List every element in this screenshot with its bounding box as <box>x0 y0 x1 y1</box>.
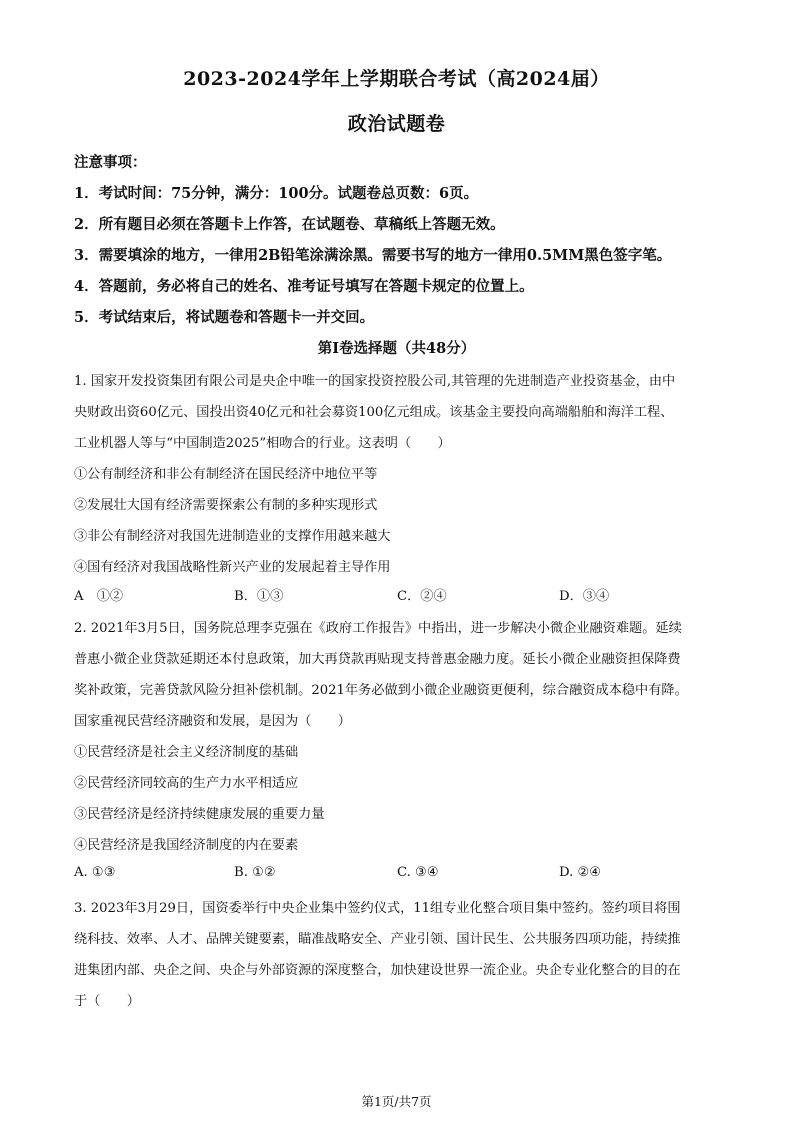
question-1-statement: ②发展壮大国有经济需要探索公有制的多种实现形式 <box>74 498 378 513</box>
question-2-options <box>74 865 724 883</box>
question-2-statement: ③民营经济是经济持续健康发展的重要力量 <box>74 807 325 822</box>
question-2-statement: ①民营经济是社会主义经济制度的基础 <box>74 745 299 760</box>
question-1-statement: ④国有经济对我国战略性新兴产业的发展起着主导作用 <box>74 560 391 575</box>
question-1-text: 1. 国家开发投资集团有限公司是央企中唯一的国家投资控股公司,其管理的先进制造产业投资基金，由中 <box>74 374 676 389</box>
question-1-statement: ①公有制经济和非公有制经济在国民经济中地位平等 <box>74 467 378 482</box>
question-3-text: 绕科技、效率、人才、品牌关键要素，瞄准战略安全、产业引领、国计民生、公共服务四项功能，持续推 <box>74 932 681 947</box>
question-2-text: 普惠小微企业贷款延期还本付息政策，加大再贷款再贴现支持普惠金融力度。延长小微企业融资担保降费 <box>74 652 681 667</box>
question-2-text: 国家重视民营经济融资和发展，是因为（ ） <box>74 714 351 729</box>
note-item: 1．考试时间：75分钟，满分：100分。试题卷总页数：6页。 <box>74 185 479 202</box>
option-d[interactable]: D．③④ <box>559 589 610 604</box>
exam-subtitle: 政治试题卷 <box>347 113 446 135</box>
note-item: 2．所有题目必须在答题卡上作答，在试题卷、草稿纸上答题无效。 <box>74 216 505 233</box>
question-3-text: 进集团内部、央企之间、央企与外部资源的深度整合，加快建设世界一流企业。央企专业化整合的目的在 <box>74 963 681 978</box>
page-footer: 第1页/共7页 <box>361 1094 432 1109</box>
note-item: 3．需要填涂的地方，一律用2B铅笔涂满涂黑。需要书写的地方一律用0.5MM黑色签字笔。 <box>74 247 672 264</box>
section-title: 第Ⅰ卷选择题（共48分） <box>317 340 476 357</box>
option-a[interactable]: A. ①③ <box>74 865 116 880</box>
notes-heading: 注意事项： <box>74 154 147 171</box>
option-b[interactable]: B．①③ <box>234 589 284 604</box>
question-2-statement: ②民营经济同较高的生产力水平相适应 <box>74 776 299 791</box>
question-1-text: 工业机器人等与“中国制造2025”相吻合的行业。这表明（ ） <box>74 436 451 451</box>
question-2-statement: ④民营经济是我国经济制度的内在要素 <box>74 838 299 853</box>
question-3-text: 3. 2023年3月29日，国资委举行中央企业集中签约仪式，11组专业化整合项目集中签约。签约项目将围 <box>74 901 681 916</box>
note-item: 5．考试结束后，将试题卷和答题卡一并交回。 <box>74 309 375 326</box>
option-d[interactable]: D. ②④ <box>559 865 602 880</box>
question-3-text: 于（ ） <box>74 994 140 1009</box>
question-2-text: 奖补政策，完善贷款风险分担补偿机制。2021年务必做到小微企业融资更便利，综合融资成本稳中有降。 <box>74 683 688 698</box>
option-a[interactable]: A ①② <box>74 589 124 604</box>
option-c[interactable]: C．②④ <box>397 589 447 604</box>
option-c[interactable]: C. ③④ <box>397 865 439 880</box>
exam-title: 2023-2024学年上学期联合考试（高2024届） <box>183 68 610 90</box>
question-1-text: 央财政出资60亿元、国投出资40亿元和社会募资100亿元组成。该基金主要投向高端船舶和海洋工程、 <box>74 405 674 420</box>
note-item: 4．答题前，务必将自己的姓名、准考证号填写在答题卡规定的位置上。 <box>74 278 534 295</box>
question-2-text: 2. 2021年3月5日，国务院总理李克强在《政府工作报告》中指出，进一步解决小微企业融资难题。延续 <box>74 621 682 636</box>
question-1-statement: ③非公有制经济对我国先进制造业的支撑作用越来越大 <box>74 529 391 544</box>
question-1-options <box>74 585 724 603</box>
option-b[interactable]: B. ①② <box>234 865 276 880</box>
